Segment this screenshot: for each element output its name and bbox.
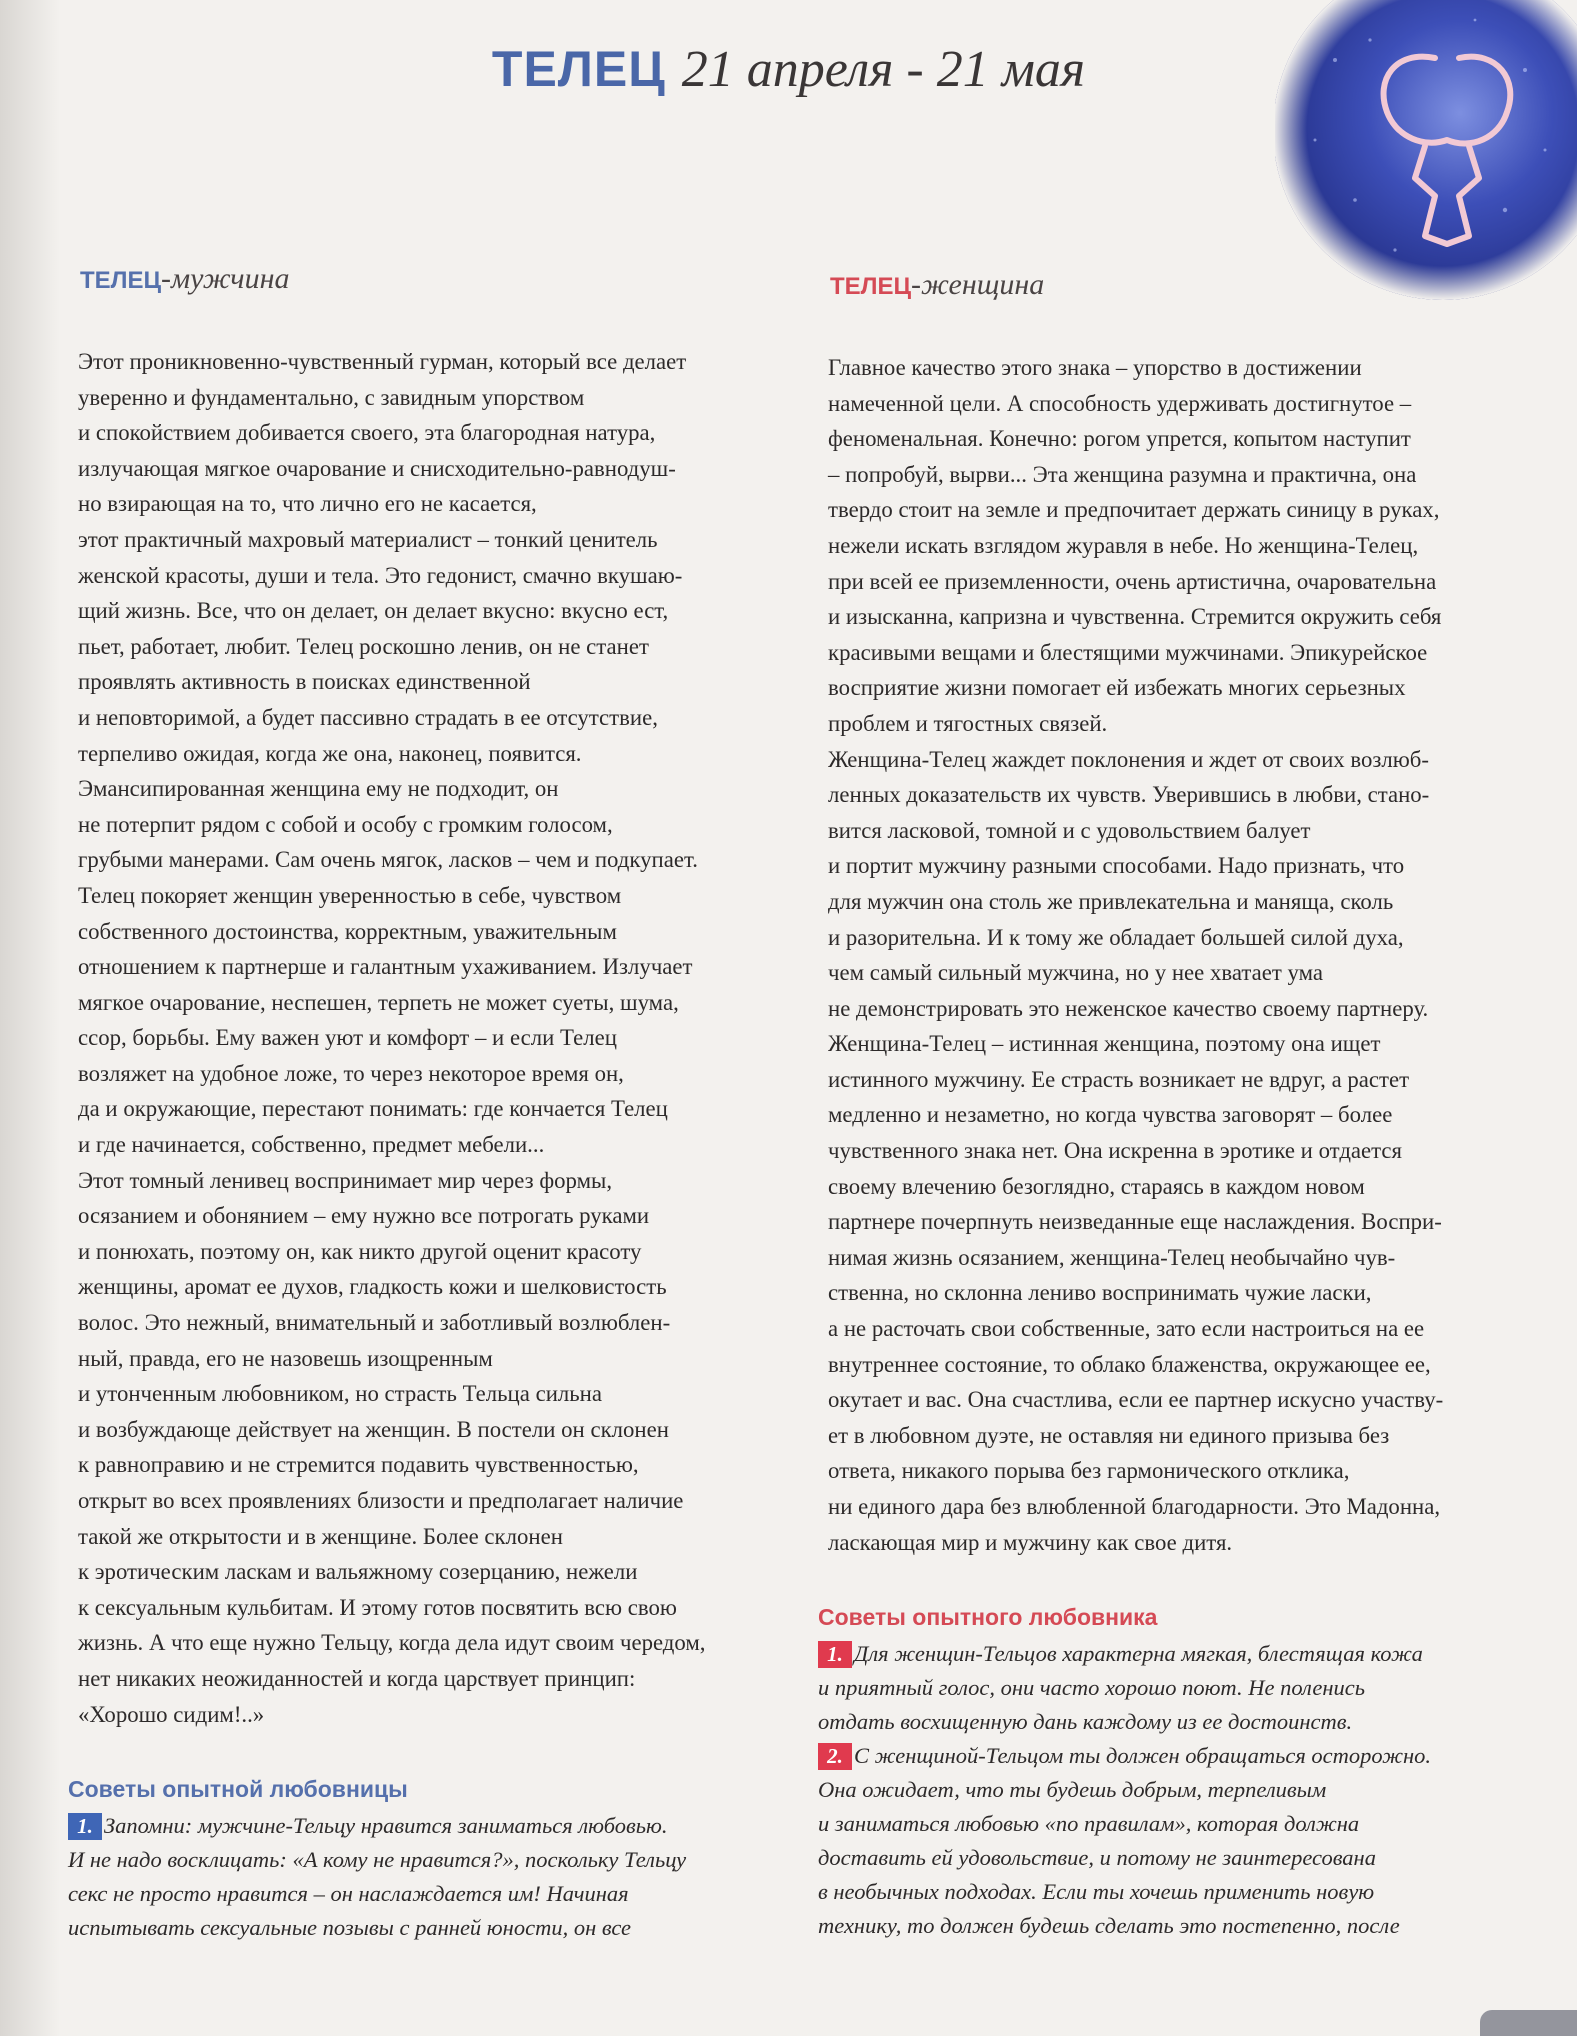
text-line: Главное качество этого знака – упорство в достижении <box>828 355 1362 380</box>
text-line: и утонченным любовником, но страсть Тельца сильна <box>78 1381 602 1407</box>
text-line: уверенно и фундаментально, с завидным упорством <box>78 384 585 410</box>
tip-text-line: технику, то должен будешь сделать это постепенно, после <box>818 1913 1400 1939</box>
text-line: и изысканна, капризна и чувственна. Стремится окружить себя <box>828 604 1442 630</box>
text-line: ный, правда, его не назовешь изощренным <box>78 1345 493 1371</box>
tip-text-line: И не надо восклицать: «А кому не нравится?», поскольку Тельцу <box>68 1847 687 1873</box>
text-line: нимая жизнь осязанием, женщина-Телец необычайно чув- <box>828 1244 1396 1270</box>
tip-text: Запомни: мужчине-Тельцу нравится заниматься любовью. <box>104 1813 668 1839</box>
text-line: волос. Это нежный, внимательный и заботливый возлюблен- <box>78 1310 671 1336</box>
text-line: нежели искать взглядом журавля в небе. Но женщина-Телец, <box>828 532 1419 558</box>
text-line: такой же открытости и в женщине. Более склонен <box>78 1523 563 1549</box>
text-line: нет никаких неожиданностей и когда царствует принцип: <box>78 1665 636 1691</box>
column-male <box>68 262 768 1945</box>
text-line: к равноправию и не стремится подавить чувственностью, <box>78 1452 639 1478</box>
tip-text-line: секс не просто нравится – он наслаждается им! Начиная <box>68 1881 629 1907</box>
text-line: и понюхать, поэтому он, как никто другой оценит красоту <box>78 1238 642 1264</box>
text-line: к эротическим ласкам и вальяжному созерцанию, нежели <box>78 1559 638 1585</box>
text-line: не потерпит рядом с собой и особу с громким голосом, <box>78 811 613 837</box>
text-line: внутреннее состояние, то облако блаженства, окружающее ее, <box>828 1351 1431 1377</box>
text-line: мягкое очарование, неспешен, терпеть не может суеты, шума, <box>78 989 679 1015</box>
text-line: к сексуальным кульбитам. И этому готов посвятить всю свою <box>78 1594 677 1620</box>
text-line: возляжет на удобное ложе, то через некоторое время он, <box>78 1060 624 1086</box>
tip-text: Для женщин-Тельцов характерна мягкая, блестящая кожа <box>854 1641 1423 1667</box>
text-line: и возбуждающе действует на женщин. В постели он склонен <box>78 1416 669 1442</box>
page-corner-tab <box>1480 2010 1577 2036</box>
text-line: и спокойствием добивается своего, эта благородная натура, <box>78 420 656 446</box>
text-line: не демонстрировать это неженское качество своему партнеру. <box>828 995 1429 1021</box>
text-line: Телец покоряет женщин уверенностью в себе, чувством <box>78 882 622 908</box>
text-line: щий жизнь. Все, что он делает, он делает вкусно: вкусно ест, <box>78 598 669 624</box>
section-heading-male <box>80 262 768 302</box>
text-line: для мужчин она столь же привлекательна и маняща, сколь <box>828 888 1394 914</box>
tip-number-badge: 2. <box>818 1743 852 1770</box>
tip-text-line: доставить ей удовольствие, и потому не заинтересована <box>818 1845 1376 1871</box>
text-line: ственна, но склонна лениво воспринимать чужие ласки, <box>828 1280 1372 1306</box>
text-line: проявлять активность в поисках единственной <box>78 669 531 695</box>
text-line: партнере почерпнуть неизведанные еще наслаждения. Воспри- <box>828 1209 1442 1235</box>
text-line: да и окружающие, перестают понимать: где кончается Телец <box>78 1096 668 1122</box>
tip-number-badge: 1. <box>818 1641 852 1668</box>
tip-text: С женщиной-Тельцом ты должен обращаться осторожно. <box>854 1743 1432 1769</box>
text-line: и портит мужчину разными способами. Надо признать, что <box>828 853 1405 879</box>
text-line: а не расточать свои собственные, зато если настроиться на ее <box>828 1316 1425 1342</box>
page-gutter-shadow <box>0 0 60 2036</box>
article-body-male <box>68 344 768 1732</box>
text-line: Эмансипированная женщина ему не подходит, он <box>78 776 559 802</box>
tip-text-line: и заниматься любовью «по правилам», которая должна <box>818 1811 1360 1837</box>
text-line: ни единого дара без влюбленной благодарности. Это Мадонна, <box>828 1494 1441 1519</box>
article-body-female <box>818 350 1518 1560</box>
text-line: твердо стоит на земле и предпочитает держать синицу в руках, <box>828 497 1440 523</box>
tip-text-line: отдать восхищенную дань каждому из ее достоинств. <box>818 1709 1353 1735</box>
text-line: пьет, работает, любит. Телец роскошно ленив, он не станет <box>78 633 649 659</box>
text-line: – попробуй, вырви... Эта женщина разумна и практична, она <box>828 461 1417 487</box>
text-line: при всей ее приземленности, очень артистична, очаровательна <box>828 568 1437 594</box>
text-line: ответа, никакого порыва без гармонического отклика, <box>828 1458 1350 1484</box>
section-heading-female <box>830 268 1518 308</box>
text-line: и разорительна. И к тому же обладает большей силой духа, <box>828 924 1404 950</box>
text-line: восприятие жизни помогает ей избежать многих серьезных <box>828 675 1406 701</box>
tips-title-female-lover: Советы опытной любовницы <box>68 1776 408 1803</box>
text-line: ленных доказательств их чувств. Уверившись в любви, стано- <box>828 782 1430 808</box>
text-line: этот практичный махровый материалист – тонкий ценитель <box>78 526 658 552</box>
heading-rest-label: -мужчина <box>161 262 290 295</box>
text-line: проблем и тягостных связей. <box>828 710 1108 736</box>
text-line: Женщина-Телец – истинная женщина, поэтому она ищет <box>828 1031 1381 1057</box>
text-line: Женщина-Телец жаждет поклонения и ждет от своих возлюб- <box>828 746 1429 772</box>
column-female <box>818 268 1518 1943</box>
text-line: женщины, аромат ее духов, гладкость кожи и шелковистость <box>78 1274 667 1300</box>
tip-text-line: в необычных подходах. Если ты хочешь применить новую <box>818 1879 1375 1905</box>
text-line: красивыми вещами и блестящими мужчинами. Эпикурейское <box>828 639 1428 665</box>
text-line: истинного мужчину. Ее страсть возникает не вдруг, а растет <box>828 1066 1410 1092</box>
heading-sign-label: ТЕЛЕЦ <box>80 267 162 294</box>
text-line: ссор, борьбы. Ему важен уют и комфорт – и если Телец <box>78 1025 617 1051</box>
text-line: окутает и вас. Она счастлива, если ее партнер искусно участву- <box>828 1387 1444 1413</box>
tip-text-line: Она ожидает, что ты будешь добрым, терпеливым <box>818 1777 1327 1803</box>
text-line: отношением к партнерше и галантным ухаживанием. Излучает <box>78 954 693 980</box>
tip-number-badge: 1. <box>68 1813 102 1840</box>
text-line: излучающая мягкое очарование и снисходительно-равнодуш- <box>78 455 676 481</box>
text-line: вится ласковой, томной и с удовольствием балует <box>828 817 1311 843</box>
text-line: Этот проникновенно-чувственный гурман, который все делает <box>78 349 687 374</box>
tip-text-line: и приятный голос, они часто хорошо поют. Не поленись <box>818 1675 1365 1701</box>
text-line: собственного достоинства, корректным, уважительным <box>78 918 617 944</box>
text-line: и где начинается, собственно, предмет мебели... <box>78 1132 545 1158</box>
heading-rest-label: -женщина <box>911 268 1045 301</box>
text-line: грубыми манерами. Сам очень мягок, ласков – чем и подкупает. <box>78 847 698 873</box>
text-line: и неповторимой, а будет пассивно страдать в ее отсутствие, <box>78 704 658 730</box>
text-line: но взирающая на то, что лично его не касается, <box>78 491 537 517</box>
text-line: феноменальная. Конечно: рогом упрется, копытом наступит <box>828 426 1411 452</box>
tip-text-line: испытывать сексуальные позывы с ранней юности, он все <box>68 1915 632 1941</box>
tips-list-male-lover <box>818 1637 1518 1943</box>
tip-item <box>68 1809 768 1843</box>
text-line: Этот томный ленивец воспринимает мир через формы, <box>78 1167 613 1193</box>
tips-list-female-lover <box>68 1809 768 1945</box>
title-dates: 21 апреля - 21 мая <box>681 41 1086 98</box>
text-line: открыт во всех проявлениях близости и предполагает наличие <box>78 1488 684 1513</box>
text-line: терпеливо ожидая, когда же она, наконец, появится. <box>78 740 582 766</box>
text-line: чувственного знака нет. Она искренна в эротике и отдается <box>828 1138 1403 1164</box>
text-line: своему влечению безоглядно, стараясь в каждом новом <box>828 1173 1365 1199</box>
text-line: медленно и незаметно, но когда чувства заговорят – более <box>828 1102 1393 1128</box>
text-line: «Хорошо сидим!..» <box>78 1701 265 1727</box>
tips-title-male-lover: Советы опытного любовника <box>818 1604 1158 1631</box>
text-line: ет в любовном дуэте, не оставляя ни единого призыва без <box>828 1422 1390 1448</box>
text-line: женской красоты, души и тела. Это гедонист, смачно вкушаю- <box>78 562 683 588</box>
text-line: жизнь. А что еще нужно Тельцу, когда дела идут своим чередом, <box>78 1630 706 1656</box>
tip-item <box>818 1739 1518 1773</box>
text-line: осязанием и обонянием – ему нужно все потрогать руками <box>78 1203 650 1229</box>
text-line: намеченной цели. А способность удерживать достигнутое – <box>828 390 1412 416</box>
tip-item <box>818 1637 1518 1671</box>
text-line: ласкающая мир и мужчину как свое дитя. <box>828 1529 1233 1555</box>
text-line: чем самый сильный мужчина, но у нее хватает ума <box>828 960 1324 986</box>
heading-sign-label: ТЕЛЕЦ <box>830 273 912 300</box>
title-sign: ТЕЛЕЦ <box>491 41 666 97</box>
